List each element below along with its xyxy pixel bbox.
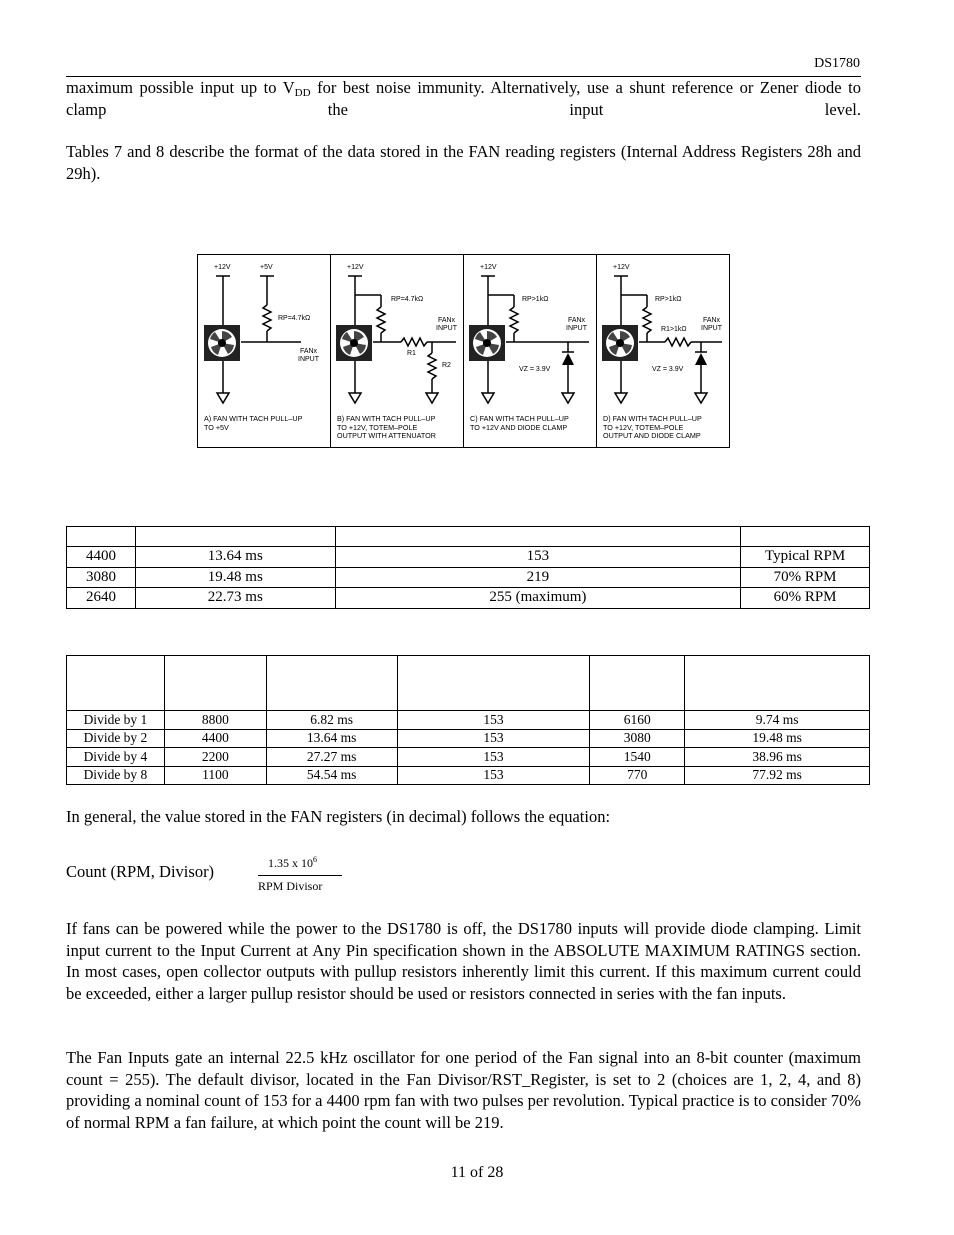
table-cell: 770 [590, 766, 685, 785]
table-cell: 13.64 ms [135, 547, 335, 568]
circuit-d-fan-input-label: FANx INPUT [701, 317, 722, 332]
table-header-cell [164, 656, 266, 711]
table-header-row [67, 656, 870, 711]
table-cell: 13.64 ms [266, 729, 397, 748]
table-header-row [67, 527, 870, 547]
circuit-panel-b [331, 255, 464, 447]
table-cell: 1540 [590, 748, 685, 767]
table-cell: 60% RPM [741, 588, 870, 609]
table-cell: 8800 [164, 711, 266, 730]
table-header-cell [135, 527, 335, 547]
table-header-cell [67, 527, 136, 547]
equation-numerator-text: 1.35 x 10 [268, 856, 313, 870]
paragraph-1-text-a: maximum possible input up to V [66, 78, 295, 97]
table-header-cell [685, 656, 870, 711]
circuit-b-r2-label: R2 [442, 362, 451, 369]
fan-circuit-figure [197, 254, 730, 448]
circuit-b-pullup-label: RP=4.7kΩ [391, 296, 424, 303]
table-cell: 3080 [590, 729, 685, 748]
equation-label: Count (RPM, Divisor) [66, 862, 215, 881]
table-row [67, 711, 870, 730]
table-cell: Typical RPM [741, 547, 870, 568]
circuit-d-caption: D) FAN WITH TACH PULL–UP TO +12V, TOTEM–POLE OUTPUT AND DIODE CLAMP [603, 414, 702, 440]
circuit-d-supply-12v: +12V [613, 264, 630, 271]
table-cell: 6.82 ms [266, 711, 397, 730]
table-cell: 153 [397, 729, 590, 748]
circuit-a-supply-12v: +12V [214, 264, 231, 271]
table-header-cell [266, 656, 397, 711]
table-cell: 6160 [590, 711, 685, 730]
table-cell: 19.48 ms [685, 729, 870, 748]
circuit-c-supply-12v: +12V [480, 264, 497, 271]
table-row [67, 547, 870, 568]
circuit-b-supply-12v: +12V [347, 264, 364, 271]
table-cell: 22.73 ms [135, 588, 335, 609]
table-cell: 70% RPM [741, 567, 870, 588]
table-cell: 27.27 ms [266, 748, 397, 767]
table-row [67, 588, 870, 609]
table-header-cell [67, 656, 165, 711]
table-cell: 38.96 ms [685, 748, 870, 767]
paragraph-3: In general, the value stored in the FAN registers (in decimal) follows the equation: [66, 807, 611, 826]
circuit-b-r1-label: R1 [407, 350, 416, 357]
equation-exponent: 6 [313, 855, 317, 864]
circuit-c-caption: C) FAN WITH TACH PULL–UP TO +12V AND DIODE CLAMP [470, 414, 569, 432]
table-cell: 153 [397, 711, 590, 730]
circuit-a-caption: A) FAN WITH TACH PULL–UP TO +5V [204, 414, 303, 432]
table-cell: 9.74 ms [685, 711, 870, 730]
table-cell: 153 [397, 766, 590, 785]
circuit-panel-d [597, 255, 729, 447]
circuit-a-fan-input-label: FANx INPUT [298, 348, 319, 363]
paragraph-5: The Fan Inputs gate an internal 22.5 kHz oscillator for one period of the Fan signal into an 8-bit counter (maximum count = 255). The default divisor, located in the Fan Divisor/RST_Register, is set to 2 (choices are 1, 2, 4, and 8) providing a nominal count of 153 for a 4400 rpm fan with two pulses per revolution. Typical practice is to consider 70% of normal RPM a fan failure, at which point the count will be 219. [66, 1048, 861, 1132]
paragraph-2: Tables 7 and 8 describe the format of the data stored in the FAN reading registers (Internal Address Registers 28h and 29h). [66, 142, 861, 183]
table-row [67, 567, 870, 588]
table-cell: Divide by 1 [67, 711, 165, 730]
paragraph-4: If fans can be powered while the power to the DS1780 is off, the DS1780 inputs will provide diode clamping. Limit input current to the Input Current at Any Pin specification shown in the ABSOLUTE MAXIMUM RATINGS section. In most cases, open collector outputs with pullup resistors inherently limit this current. If this maximum current could be exceeded, either a larger pullup resistor should be used or resistors connected in series with the fan inputs. [66, 919, 861, 1003]
circuit-d-zener-label: VZ = 3.9V [652, 366, 684, 373]
equation-denominator: RPM Divisor [258, 879, 323, 893]
circuit-a-pullup-label: RP=4.7kΩ [278, 315, 311, 322]
circuit-c-pullup-label: RP>1kΩ [522, 296, 549, 303]
table-row [67, 748, 870, 767]
circuit-a-supply-5v: +5V [260, 264, 273, 271]
table-cell: 4400 [164, 729, 266, 748]
header-doc-id: DS1780 [814, 56, 860, 71]
circuit-d-r1-label: R1>1kΩ [661, 326, 687, 333]
circuit-b-fan-input-label: FANx INPUT [436, 317, 457, 332]
circuit-d-pullup-label: RP>1kΩ [655, 296, 682, 303]
circuit-panel-c [464, 255, 597, 447]
paragraph-1-text-b: for best noise immunity. Alternatively, use a shunt reference or Zener diode to clamp the input level. [66, 78, 861, 119]
fan-divisor-table [66, 655, 870, 785]
table-cell: Divide by 8 [67, 766, 165, 785]
table-row [67, 766, 870, 785]
table-cell: 219 [335, 567, 740, 588]
table-header-cell [335, 527, 740, 547]
table-cell: 4400 [67, 547, 136, 568]
table-header-cell [741, 527, 870, 547]
circuit-c-zener-label: VZ = 3.9V [519, 366, 551, 373]
table-cell: 2200 [164, 748, 266, 767]
equation-numerator [268, 855, 317, 871]
table-cell: 153 [397, 748, 590, 767]
table-cell: 3080 [67, 567, 136, 588]
table-cell: 255 (maximum) [335, 588, 740, 609]
fan-rpm-table [66, 526, 870, 609]
equation-fraction-bar [258, 875, 342, 876]
table-row [67, 729, 870, 748]
circuit-panel-a [198, 255, 331, 447]
paragraph-1-subscript: DD [294, 87, 311, 99]
circuit-b-caption: B) FAN WITH TACH PULL–UP TO +12V, TOTEM–POLE OUTPUT WITH ATTENUATOR [337, 414, 436, 440]
table-cell: Divide by 4 [67, 748, 165, 767]
table-cell: 2640 [67, 588, 136, 609]
table-header-cell [590, 656, 685, 711]
table-cell: 1100 [164, 766, 266, 785]
table-cell: Divide by 2 [67, 729, 165, 748]
table-cell: 77.92 ms [685, 766, 870, 785]
page-number: 11 of 28 [450, 1164, 504, 1181]
circuit-c-fan-input-label: FANx INPUT [566, 317, 587, 332]
table-header-cell [397, 656, 590, 711]
paragraph-1 [66, 77, 861, 120]
table-cell: 153 [335, 547, 740, 568]
table-cell: 54.54 ms [266, 766, 397, 785]
table-cell: 19.48 ms [135, 567, 335, 588]
